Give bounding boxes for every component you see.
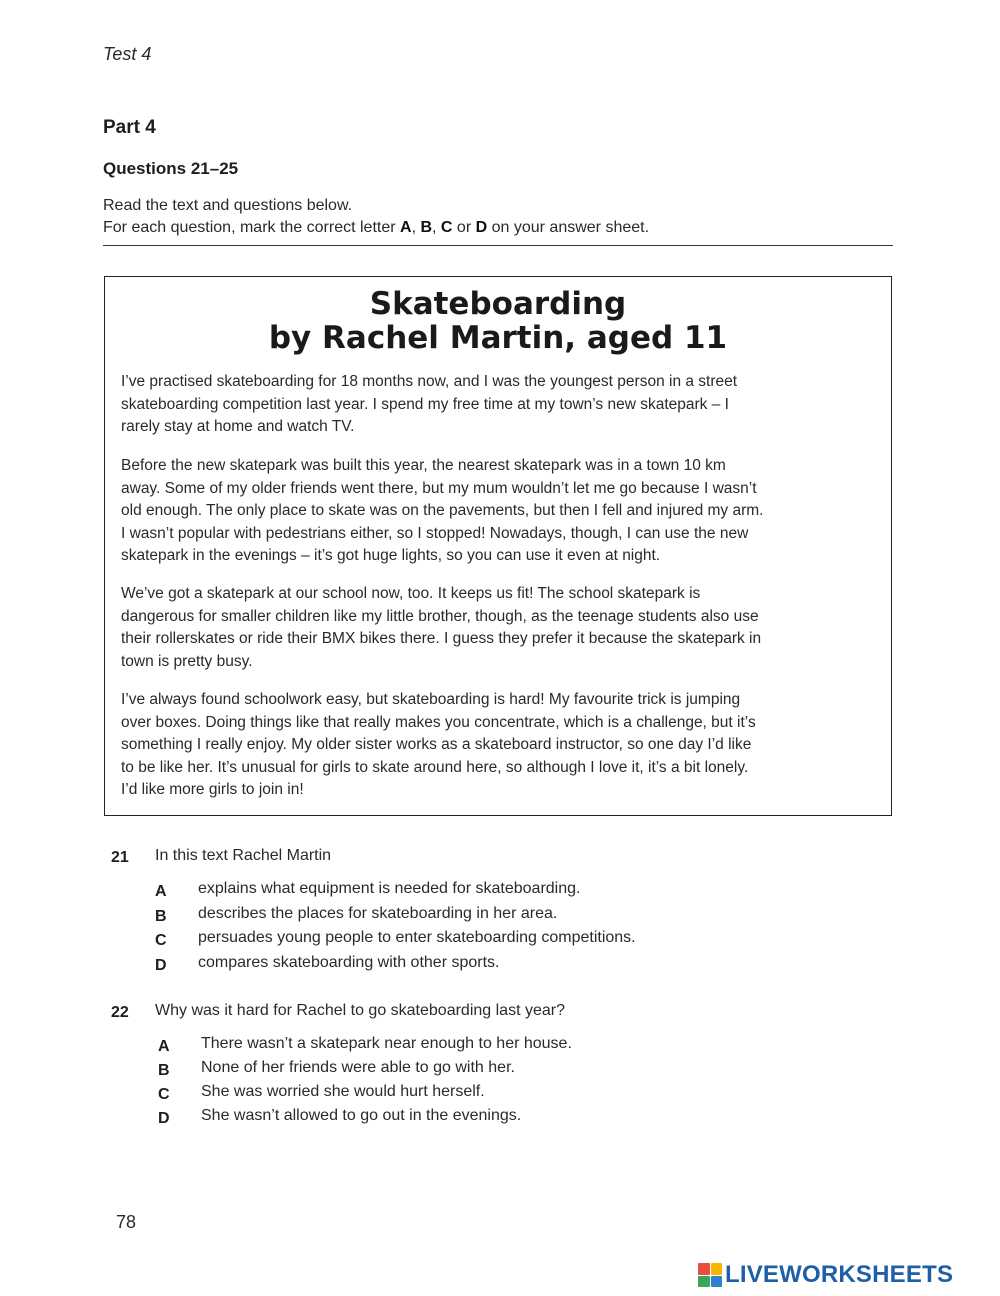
paragraph-line: We’ve got a skatepark at our school now, too. It keeps us fit! The school skatepark is <box>121 585 701 602</box>
article-paragraph <box>121 583 881 673</box>
instruction-letter-d: D <box>475 219 488 236</box>
instruction-letter-a: A <box>400 219 412 236</box>
paragraph-line: I’ve practised skateboarding for 18 months now, and I was the youngest person in a street <box>121 373 738 390</box>
option-text[interactable]: explains what equipment is needed for skateboarding. <box>198 880 581 897</box>
paragraph-line: old enough. The only place to skate was on the pavements, but then I fell and injured my arm. <box>121 502 764 519</box>
liveworksheets-logo-icon <box>698 1263 722 1287</box>
instruction-text: on your answer sheet. <box>487 219 650 236</box>
option-letter[interactable]: B <box>155 908 167 925</box>
article-box <box>104 276 892 816</box>
option-text[interactable]: She was worried she would hurt herself. <box>201 1083 485 1100</box>
paragraph-line: something I really enjoy. My older sister works as a skateboard instructor, so one day I’d like <box>121 736 752 753</box>
paragraph-line: town is pretty busy. <box>121 652 253 670</box>
divider-rule <box>103 245 893 246</box>
option-letter[interactable]: A <box>158 1038 170 1055</box>
paragraph-line: to be like her. It’s unusual for girls to skate around here, so although I love it, it’s a bit lonely. <box>121 758 749 776</box>
option-text[interactable]: compares skateboarding with other sports. <box>198 954 500 971</box>
question-text: Why was it hard for Rachel to go skateboarding last year? <box>155 1002 565 1019</box>
option-text[interactable]: None of her friends were able to go with her. <box>201 1059 515 1076</box>
brand-name: LIVEWORKSHEETS <box>725 1261 954 1288</box>
article-byline: by Rachel Martin, aged 11 <box>268 320 728 356</box>
paragraph-line: their rollerskates or ride their BMX bikes there. I guess they prefer it because the skatepark in <box>121 630 762 647</box>
paragraph-line: I wasn’t popular with pedestrians either, so I stopped! Nowadays, though, I can use the new <box>121 524 749 542</box>
option-letter[interactable]: D <box>158 1110 170 1127</box>
test-label: Test 4 <box>103 44 152 64</box>
paragraph-line: over boxes. Doing things like that really makes you concentrate, which is a challenge, but it’s <box>121 713 756 731</box>
instruction-sep: , <box>411 219 421 236</box>
instruction-letter-c: C <box>440 219 453 236</box>
paragraph-line: dangerous for smaller children like my little brother, though, as the teenage students also use <box>121 607 759 625</box>
paragraph-line: Before the new skatepark was built this year, the nearest skatepark was in a town 10 km <box>121 457 726 474</box>
option-letter[interactable]: D <box>155 957 167 974</box>
instruction-line-2 <box>103 219 649 237</box>
liveworksheets-brand <box>698 1262 953 1288</box>
paragraph-line: skateboarding competition last year. I spend my free time at my town’s new skatepark – I <box>121 395 729 413</box>
instruction-text: For each question, mark the correct letter <box>103 219 401 236</box>
paragraph-line: I’d like more girls to join in! <box>121 781 304 798</box>
part-title: Part 4 <box>103 117 156 138</box>
instruction-sep: or <box>452 219 476 236</box>
option-letter[interactable]: B <box>158 1062 170 1079</box>
option-letter[interactable]: C <box>158 1086 170 1103</box>
option-text[interactable]: She wasn’t allowed to go out in the evenings. <box>201 1107 522 1124</box>
option-letter[interactable]: A <box>155 883 167 900</box>
option-text[interactable]: There wasn’t a skatepark near enough to her house. <box>201 1035 572 1052</box>
page-number: 78 <box>116 1212 137 1232</box>
article-paragraph <box>121 455 881 568</box>
paragraph-line: away. Some of my older friends went there, but my mum wouldn’t let me go because I wasn’t <box>121 479 757 497</box>
question-number: 21 <box>111 849 129 866</box>
question-text: In this text Rachel Martin <box>155 847 332 864</box>
instruction-sep: , <box>432 219 441 236</box>
article-paragraph <box>121 371 881 439</box>
questions-range: Questions 21–25 <box>103 159 239 178</box>
option-text[interactable]: persuades young people to enter skateboarding competitions. <box>198 929 636 946</box>
article-paragraph <box>121 689 881 802</box>
paragraph-line: rarely stay at home and watch TV. <box>121 418 355 435</box>
option-text[interactable]: describes the places for skateboarding in her area. <box>198 905 558 922</box>
instruction-letter-b: B <box>420 219 433 236</box>
question-number: 22 <box>111 1004 129 1021</box>
instruction-line-1: Read the text and questions below. <box>103 197 353 214</box>
article-title: Skateboarding <box>369 286 627 322</box>
option-letter[interactable]: C <box>155 932 167 949</box>
paragraph-line: skatepark in the evenings – it’s got huge lights, so you can use it even at night. <box>121 547 661 564</box>
paragraph-line: I’ve always found schoolwork easy, but skateboarding is hard! My favourite trick is jumping <box>121 691 741 708</box>
